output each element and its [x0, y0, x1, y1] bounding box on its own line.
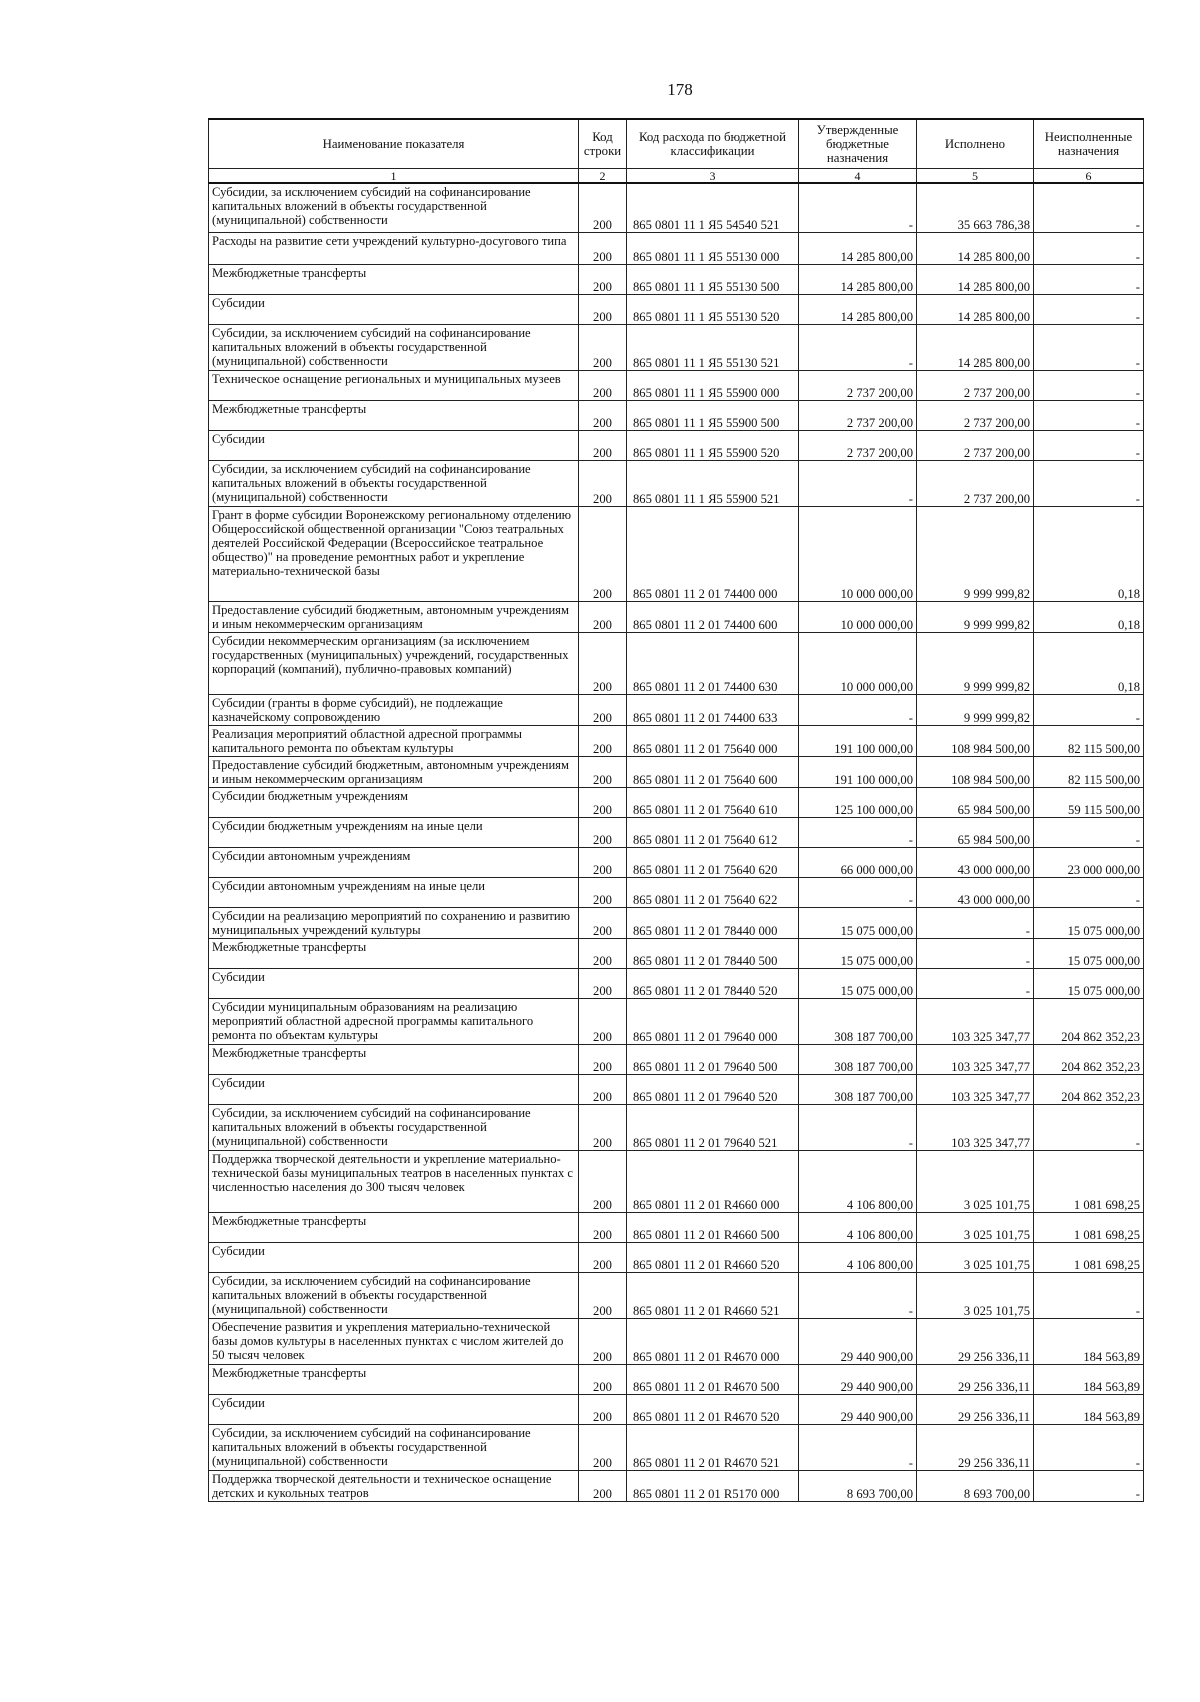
table-row: [209, 817, 1144, 847]
budget-code: 865 0801 11 2 01 R5170 000: [627, 1470, 799, 1501]
executed-amount: 43 000 000,00: [917, 847, 1034, 877]
approved-amount: -: [799, 183, 917, 232]
approved-amount: 10 000 000,00: [799, 601, 917, 632]
budget-code: 865 0801 11 2 01 74400 000: [627, 506, 799, 601]
indicator-name: Субсидии: [209, 430, 579, 460]
table-row: [209, 756, 1144, 787]
executed-amount: 29 256 336,11: [917, 1424, 1034, 1470]
line-code: 200: [579, 787, 627, 817]
approved-amount: 4 106 800,00: [799, 1150, 917, 1212]
budget-code: 865 0801 11 2 01 74400 633: [627, 694, 799, 725]
approved-amount: 2 737 200,00: [799, 430, 917, 460]
unexecuted-amount: 204 862 352,23: [1034, 998, 1144, 1044]
table-row: [209, 1044, 1144, 1074]
unexecuted-amount: 59 115 500,00: [1034, 787, 1144, 817]
header-unexecuted: Неисполненные назначения: [1034, 119, 1144, 169]
column-number-row: [209, 169, 1144, 184]
budget-code: 865 0801 11 2 01 R4660 521: [627, 1272, 799, 1318]
line-code: 200: [579, 1150, 627, 1212]
approved-amount: 191 100 000,00: [799, 725, 917, 756]
line-code: 200: [579, 725, 627, 756]
indicator-name: Субсидии: [209, 1074, 579, 1104]
line-code: 200: [579, 1074, 627, 1104]
executed-amount: 14 285 800,00: [917, 232, 1034, 264]
budget-code: 865 0801 11 2 01 75640 620: [627, 847, 799, 877]
approved-amount: 4 106 800,00: [799, 1212, 917, 1242]
table-row: [209, 968, 1144, 998]
approved-amount: -: [799, 1272, 917, 1318]
executed-amount: 14 285 800,00: [917, 294, 1034, 324]
approved-amount: 2 737 200,00: [799, 370, 917, 400]
executed-amount: -: [917, 938, 1034, 968]
executed-amount: 3 025 101,75: [917, 1212, 1034, 1242]
budget-code: 865 0801 11 1 Я5 55900 500: [627, 400, 799, 430]
table-row: [209, 938, 1144, 968]
approved-amount: -: [799, 877, 917, 907]
budget-code: 865 0801 11 2 01 75640 600: [627, 756, 799, 787]
indicator-name: Субсидии, за исключением субсидий на софинансирование капитальных вложений в объекты государственной (муниципальной) собственности: [209, 1104, 579, 1150]
indicator-name: Субсидии, за исключением субсидий на софинансирование капитальных вложений в объекты государственной (муниципальной) собственности: [209, 1424, 579, 1470]
budget-code: 865 0801 11 2 01 78440 000: [627, 907, 799, 938]
line-code: 200: [579, 847, 627, 877]
budget-code: 865 0801 11 2 01 78440 500: [627, 938, 799, 968]
line-code: 200: [579, 938, 627, 968]
budget-code: 865 0801 11 2 01 79640 521: [627, 1104, 799, 1150]
budget-code: 865 0801 11 2 01 74400 600: [627, 601, 799, 632]
unexecuted-amount: 15 075 000,00: [1034, 907, 1144, 938]
executed-amount: 9 999 999,82: [917, 632, 1034, 694]
line-code: 200: [579, 632, 627, 694]
approved-amount: 308 187 700,00: [799, 1074, 917, 1104]
budget-code: 865 0801 11 2 01 75640 612: [627, 817, 799, 847]
line-code: 200: [579, 1318, 627, 1364]
line-code: 200: [579, 756, 627, 787]
executed-amount: 29 256 336,11: [917, 1318, 1034, 1364]
line-code: 200: [579, 877, 627, 907]
indicator-name: Субсидии бюджетным учреждениям на иные цели: [209, 817, 579, 847]
executed-amount: 14 285 800,00: [917, 264, 1034, 294]
unexecuted-amount: -: [1034, 430, 1144, 460]
approved-amount: -: [799, 1104, 917, 1150]
unexecuted-amount: 23 000 000,00: [1034, 847, 1144, 877]
unexecuted-amount: 15 075 000,00: [1034, 938, 1144, 968]
approved-amount: 15 075 000,00: [799, 907, 917, 938]
table-row: [209, 787, 1144, 817]
table-row: [209, 907, 1144, 938]
approved-amount: 14 285 800,00: [799, 294, 917, 324]
unexecuted-amount: 0,18: [1034, 632, 1144, 694]
indicator-name: Субсидии, за исключением субсидий на софинансирование капитальных вложений в объекты государственной (муниципальной) собственности: [209, 460, 579, 506]
column-number: 1: [209, 169, 579, 184]
approved-amount: 14 285 800,00: [799, 232, 917, 264]
table-row: [209, 998, 1144, 1044]
table-row: [209, 1242, 1144, 1272]
budget-code: 865 0801 11 1 Я5 55130 521: [627, 324, 799, 370]
indicator-name: Предоставление субсидий бюджетным, автономным учреждениям и иным некоммерческим организациям: [209, 601, 579, 632]
unexecuted-amount: -: [1034, 877, 1144, 907]
line-code: 200: [579, 1470, 627, 1501]
indicator-name: Межбюджетные трансферты: [209, 1044, 579, 1074]
executed-amount: 14 285 800,00: [917, 324, 1034, 370]
unexecuted-amount: 15 075 000,00: [1034, 968, 1144, 998]
table-row: [209, 506, 1144, 601]
table-row: [209, 232, 1144, 264]
line-code: 200: [579, 1394, 627, 1424]
line-code: 200: [579, 232, 627, 264]
approved-amount: 29 440 900,00: [799, 1318, 917, 1364]
column-number: 5: [917, 169, 1034, 184]
indicator-name: Субсидии муниципальным образованиям на реализацию мероприятий областной адресной программы капитального ремонта по объектам культуры: [209, 998, 579, 1044]
approved-amount: 29 440 900,00: [799, 1394, 917, 1424]
line-code: 200: [579, 1212, 627, 1242]
column-number: 6: [1034, 169, 1144, 184]
approved-amount: 308 187 700,00: [799, 1044, 917, 1074]
table-row: [209, 1272, 1144, 1318]
budget-code: 865 0801 11 1 Я5 55130 520: [627, 294, 799, 324]
unexecuted-amount: 184 563,89: [1034, 1364, 1144, 1394]
budget-code: 865 0801 11 2 01 79640 520: [627, 1074, 799, 1104]
indicator-name: Поддержка творческой деятельности и укрепление материально-технической базы муниципальных театров в населенных пунктах с численностью населения до 300 тысяч человек: [209, 1150, 579, 1212]
budget-code: 865 0801 11 2 01 R4660 500: [627, 1212, 799, 1242]
indicator-name: Субсидии на реализацию мероприятий по сохранению и развитию муниципальных учреждений культуры: [209, 907, 579, 938]
approved-amount: 10 000 000,00: [799, 632, 917, 694]
approved-amount: 15 075 000,00: [799, 968, 917, 998]
executed-amount: 103 325 347,77: [917, 1074, 1034, 1104]
unexecuted-amount: -: [1034, 1424, 1144, 1470]
budget-code: 865 0801 11 2 01 75640 000: [627, 725, 799, 756]
line-code: 200: [579, 264, 627, 294]
unexecuted-amount: 184 563,89: [1034, 1394, 1144, 1424]
approved-amount: 29 440 900,00: [799, 1364, 917, 1394]
indicator-name: Субсидии автономным учреждениям: [209, 847, 579, 877]
approved-amount: -: [799, 817, 917, 847]
executed-amount: 43 000 000,00: [917, 877, 1034, 907]
line-code: 200: [579, 324, 627, 370]
approved-amount: -: [799, 1424, 917, 1470]
indicator-name: Межбюджетные трансферты: [209, 938, 579, 968]
executed-amount: 9 999 999,82: [917, 601, 1034, 632]
line-code: 200: [579, 601, 627, 632]
unexecuted-amount: 204 862 352,23: [1034, 1044, 1144, 1074]
column-number: 3: [627, 169, 799, 184]
line-code: 200: [579, 400, 627, 430]
indicator-name: Субсидии бюджетным учреждениям: [209, 787, 579, 817]
unexecuted-amount: 204 862 352,23: [1034, 1074, 1144, 1104]
table-row: [209, 1150, 1144, 1212]
indicator-name: Поддержка творческой деятельности и техническое оснащение детских и кукольных театров: [209, 1470, 579, 1501]
table-row: [209, 1424, 1144, 1470]
column-number: 4: [799, 169, 917, 184]
column-number: 2: [579, 169, 627, 184]
indicator-name: Субсидии: [209, 1242, 579, 1272]
budget-code: 865 0801 11 1 Я5 55900 000: [627, 370, 799, 400]
table-row: [209, 294, 1144, 324]
budget-code: 865 0801 11 1 Я5 55130 000: [627, 232, 799, 264]
approved-amount: 4 106 800,00: [799, 1242, 917, 1272]
table-row: [209, 430, 1144, 460]
indicator-name: Субсидии: [209, 968, 579, 998]
line-code: 200: [579, 817, 627, 847]
table-row: [209, 632, 1144, 694]
unexecuted-amount: -: [1034, 294, 1144, 324]
line-code: 200: [579, 183, 627, 232]
budget-execution-table: [208, 118, 1144, 1502]
table-row: [209, 264, 1144, 294]
executed-amount: 3 025 101,75: [917, 1272, 1034, 1318]
budget-code: 865 0801 11 2 01 R4670 520: [627, 1394, 799, 1424]
budget-code: 865 0801 11 1 Я5 55130 500: [627, 264, 799, 294]
table-row: [209, 725, 1144, 756]
line-code: 200: [579, 1272, 627, 1318]
executed-amount: 9 999 999,82: [917, 506, 1034, 601]
table-row: [209, 460, 1144, 506]
budget-code: 865 0801 11 1 Я5 55900 520: [627, 430, 799, 460]
indicator-name: Расходы на развитие сети учреждений культурно-досугового типа: [209, 232, 579, 264]
line-code: 200: [579, 460, 627, 506]
table-row: [209, 847, 1144, 877]
unexecuted-amount: -: [1034, 183, 1144, 232]
executed-amount: 2 737 200,00: [917, 400, 1034, 430]
unexecuted-amount: -: [1034, 1104, 1144, 1150]
table-row: [209, 183, 1144, 232]
table-row: [209, 324, 1144, 370]
indicator-name: Межбюджетные трансферты: [209, 264, 579, 294]
header-name: Наименование показателя: [209, 119, 579, 169]
line-code: 200: [579, 506, 627, 601]
unexecuted-amount: -: [1034, 400, 1144, 430]
line-code: 200: [579, 907, 627, 938]
budget-code: 865 0801 11 1 Я5 54540 521: [627, 183, 799, 232]
line-code: 200: [579, 294, 627, 324]
budget-code: 865 0801 11 2 01 74400 630: [627, 632, 799, 694]
table-row: [209, 1470, 1144, 1501]
executed-amount: 8 693 700,00: [917, 1470, 1034, 1501]
header-executed: Исполнено: [917, 119, 1034, 169]
unexecuted-amount: -: [1034, 1470, 1144, 1501]
unexecuted-amount: -: [1034, 324, 1144, 370]
executed-amount: 3 025 101,75: [917, 1150, 1034, 1212]
unexecuted-amount: -: [1034, 370, 1144, 400]
line-code: 200: [579, 694, 627, 725]
indicator-name: Субсидии, за исключением субсидий на софинансирование капитальных вложений в объекты государственной (муниципальной) собственности: [209, 324, 579, 370]
executed-amount: 65 984 500,00: [917, 787, 1034, 817]
unexecuted-amount: -: [1034, 460, 1144, 506]
budget-code: 865 0801 11 2 01 79640 500: [627, 1044, 799, 1074]
table-row: [209, 1364, 1144, 1394]
indicator-name: Техническое оснащение региональных и муниципальных музеев: [209, 370, 579, 400]
unexecuted-amount: -: [1034, 232, 1144, 264]
header-row: [209, 119, 1144, 169]
executed-amount: 103 325 347,77: [917, 1044, 1034, 1074]
line-code: 200: [579, 1364, 627, 1394]
budget-code: 865 0801 11 2 01 75640 622: [627, 877, 799, 907]
approved-amount: 66 000 000,00: [799, 847, 917, 877]
indicator-name: Обеспечение развития и укрепления материально-технической базы домов культуры в населенных пунктах с числом жителей до 50 тысяч человек: [209, 1318, 579, 1364]
indicator-name: Субсидии: [209, 294, 579, 324]
budget-code: 865 0801 11 2 01 R4660 520: [627, 1242, 799, 1272]
indicator-name: Реализация мероприятий областной адресной программы капитального ремонта по объектам культуры: [209, 725, 579, 756]
approved-amount: -: [799, 324, 917, 370]
executed-amount: 65 984 500,00: [917, 817, 1034, 847]
approved-amount: 15 075 000,00: [799, 938, 917, 968]
unexecuted-amount: 0,18: [1034, 506, 1144, 601]
executed-amount: 103 325 347,77: [917, 998, 1034, 1044]
executed-amount: 2 737 200,00: [917, 460, 1034, 506]
executed-amount: 108 984 500,00: [917, 756, 1034, 787]
executed-amount: 9 999 999,82: [917, 694, 1034, 725]
budget-code: 865 0801 11 2 01 R4660 000: [627, 1150, 799, 1212]
table-row: [209, 601, 1144, 632]
executed-amount: 103 325 347,77: [917, 1104, 1034, 1150]
unexecuted-amount: 82 115 500,00: [1034, 725, 1144, 756]
unexecuted-amount: -: [1034, 817, 1144, 847]
budget-code: 865 0801 11 2 01 R4670 500: [627, 1364, 799, 1394]
table-row: [209, 400, 1144, 430]
unexecuted-amount: 82 115 500,00: [1034, 756, 1144, 787]
line-code: 200: [579, 1104, 627, 1150]
executed-amount: 2 737 200,00: [917, 370, 1034, 400]
table-row: [209, 1074, 1144, 1104]
executed-amount: 29 256 336,11: [917, 1364, 1034, 1394]
line-code: 200: [579, 968, 627, 998]
approved-amount: 2 737 200,00: [799, 400, 917, 430]
executed-amount: 35 663 786,38: [917, 183, 1034, 232]
indicator-name: Субсидии: [209, 1394, 579, 1424]
table-row: [209, 1394, 1144, 1424]
table-body: [209, 183, 1144, 1501]
unexecuted-amount: 184 563,89: [1034, 1318, 1144, 1364]
approved-amount: -: [799, 694, 917, 725]
table-row: [209, 1212, 1144, 1242]
approved-amount: 125 100 000,00: [799, 787, 917, 817]
line-code: 200: [579, 370, 627, 400]
table-row: [209, 1104, 1144, 1150]
approved-amount: 308 187 700,00: [799, 998, 917, 1044]
executed-amount: 3 025 101,75: [917, 1242, 1034, 1272]
line-code: 200: [579, 998, 627, 1044]
unexecuted-amount: 0,18: [1034, 601, 1144, 632]
budget-code: 865 0801 11 2 01 R4670 000: [627, 1318, 799, 1364]
unexecuted-amount: -: [1034, 694, 1144, 725]
approved-amount: -: [799, 460, 917, 506]
budget-code: 865 0801 11 2 01 75640 610: [627, 787, 799, 817]
table-row: [209, 370, 1144, 400]
unexecuted-amount: 1 081 698,25: [1034, 1212, 1144, 1242]
indicator-name: Субсидии автономным учреждениям на иные цели: [209, 877, 579, 907]
line-code: 200: [579, 1242, 627, 1272]
header-budget-code: Код расхода по бюджетной классификации: [627, 119, 799, 169]
indicator-name: Предоставление субсидий бюджетным, автономным учреждениям и иным некоммерческим организациям: [209, 756, 579, 787]
indicator-name: Субсидии, за исключением субсидий на софинансирование капитальных вложений в объекты государственной (муниципальной) собственности: [209, 183, 579, 232]
page-number: 178: [667, 80, 693, 99]
indicator-name: Грант в форме субсидии Воронежскому региональному отделению Общероссийской общественной организации "Союз театральных деятелей Российской Федерации (Всероссийское театральное общество)" на проведение ремонтных работ и укрепление материально-технической базы: [209, 506, 579, 601]
indicator-name: Межбюджетные трансферты: [209, 1212, 579, 1242]
unexecuted-amount: -: [1034, 264, 1144, 294]
unexecuted-amount: 1 081 698,25: [1034, 1242, 1144, 1272]
indicator-name: Межбюджетные трансферты: [209, 400, 579, 430]
executed-amount: 2 737 200,00: [917, 430, 1034, 460]
indicator-name: Субсидии (гранты в форме субсидий), не подлежащие казначейскому сопровождению: [209, 694, 579, 725]
approved-amount: 14 285 800,00: [799, 264, 917, 294]
line-code: 200: [579, 430, 627, 460]
budget-code: 865 0801 11 2 01 78440 520: [627, 968, 799, 998]
approved-amount: 10 000 000,00: [799, 506, 917, 601]
executed-amount: -: [917, 968, 1034, 998]
table-row: [209, 877, 1144, 907]
executed-amount: 29 256 336,11: [917, 1394, 1034, 1424]
budget-code: 865 0801 11 1 Я5 55900 521: [627, 460, 799, 506]
indicator-name: Субсидии, за исключением субсидий на софинансирование капитальных вложений в объекты государственной (муниципальной) собственности: [209, 1272, 579, 1318]
table-row: [209, 1318, 1144, 1364]
table-row: [209, 694, 1144, 725]
budget-code: 865 0801 11 2 01 79640 000: [627, 998, 799, 1044]
budget-code: 865 0801 11 2 01 R4670 521: [627, 1424, 799, 1470]
line-code: 200: [579, 1044, 627, 1074]
executed-amount: -: [917, 907, 1034, 938]
unexecuted-amount: 1 081 698,25: [1034, 1150, 1144, 1212]
indicator-name: Межбюджетные трансферты: [209, 1364, 579, 1394]
header-approved: Утвержденные бюджетные назначения: [799, 119, 917, 169]
executed-amount: 108 984 500,00: [917, 725, 1034, 756]
header-line-code: Код строки: [579, 119, 627, 169]
line-code: 200: [579, 1424, 627, 1470]
indicator-name: Субсидии некоммерческим организациям (за исключением государственных (муниципальных) учреждений, государственных корпораций (компаний), публично-правовых компаний): [209, 632, 579, 694]
unexecuted-amount: -: [1034, 1272, 1144, 1318]
approved-amount: 8 693 700,00: [799, 1470, 917, 1501]
approved-amount: 191 100 000,00: [799, 756, 917, 787]
